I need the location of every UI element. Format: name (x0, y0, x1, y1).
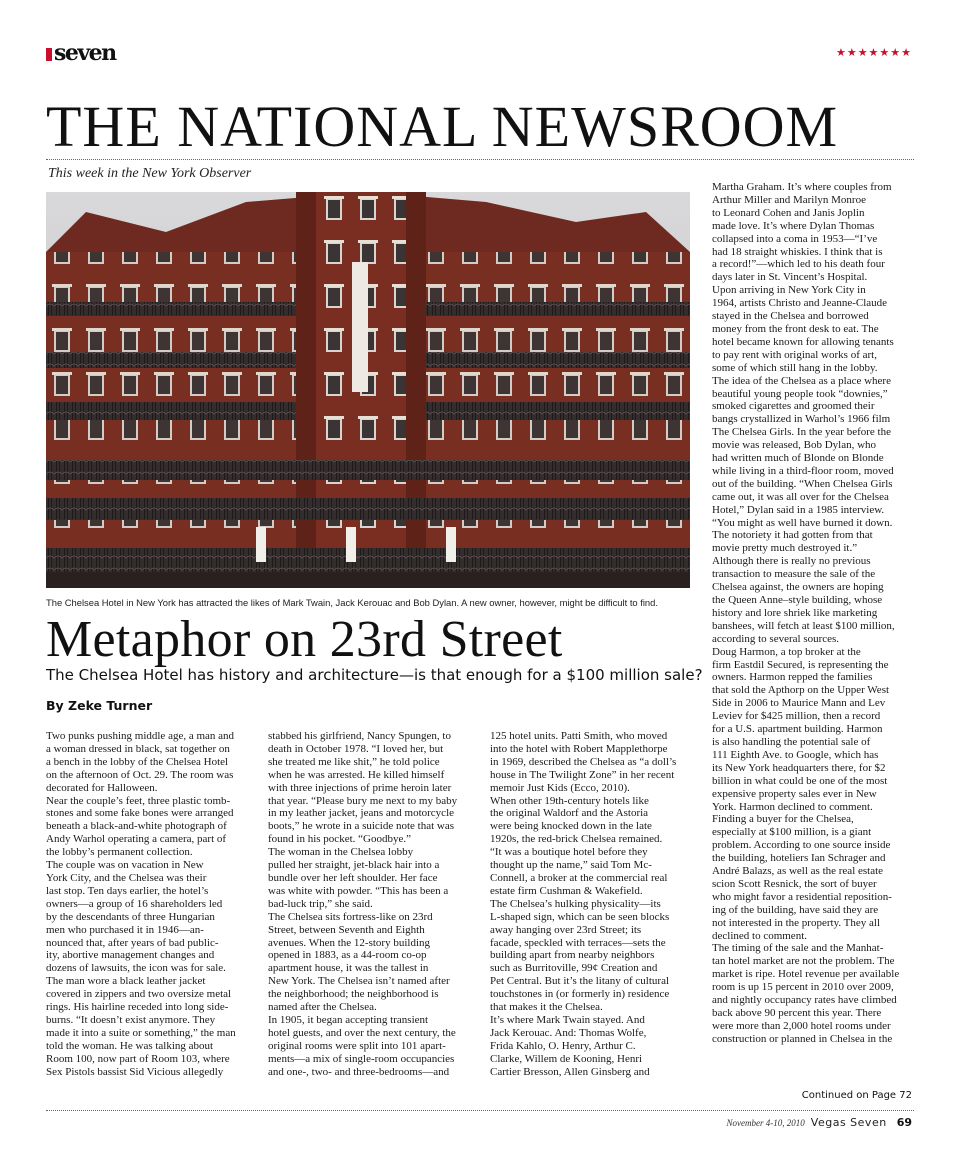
masthead-title: THE NATIONAL NEWSROOM (46, 94, 839, 159)
article-line: thought up the name,” said Tom Mc- (490, 859, 652, 872)
article-line: ity, abortive management changes and (46, 949, 215, 962)
hotel-photo (46, 192, 690, 588)
article-line: while living in a third-floor room, moved (712, 464, 894, 477)
article-line: that year. “Please bury me next to my baby (268, 794, 458, 807)
text-column-1 (46, 730, 256, 1078)
article-line: to pay rent with original works of art, (712, 348, 877, 361)
article-line: Chelsea against, the owners are hoping (712, 581, 884, 594)
article-line: house in The Twilight Zone” in her recent (490, 768, 675, 781)
article-line: Finding a buyer for the Chelsea, (712, 813, 854, 826)
article-line: apartment house, it was the tallest in (268, 962, 429, 975)
article-line: 111 Eighth Ave. to Google, which has (712, 748, 879, 761)
article-line: last stop. Ten days earlier, the hotel’s (46, 884, 209, 897)
article-line: such as Burritoville, 99¢ Creation and (490, 962, 658, 975)
article-line: the original Waldorf and the Astoria (490, 807, 649, 820)
article-line: The couple was on vacation in New (46, 859, 204, 872)
article-line: Side in 2006 to Maurice Mann and Lev (712, 697, 886, 710)
article-line: transaction to measure the sale of the (712, 568, 876, 581)
article-line: decorated for Halloween. (46, 781, 158, 794)
article-line: beneath a black-and-white photograph of (46, 820, 227, 833)
article-line: André Balazs, as well as the real estate (712, 865, 884, 878)
article-line: out of the building. “When Chelsea Girls (712, 477, 893, 490)
article-line: Cartier Bresson, Allen Ginsberg and (490, 1065, 650, 1078)
article-line: Arthur Miller and Marilyn Monroe (712, 193, 866, 206)
article-line: stayed in the Chelsea and borrowed (712, 310, 869, 323)
article-line: Although there is really no previous (712, 555, 871, 568)
article-line: who might favor a residential reposition- (712, 890, 892, 903)
article-line: market is ripe. Hotel revenue per available (712, 968, 900, 981)
article-line: pulled her straight, jet-black hair into a (268, 859, 440, 872)
text-column-4 (712, 181, 917, 1046)
article-line: with three injections of prime heroin later (268, 781, 452, 794)
article-line: “It was a boutique hotel before they (490, 846, 648, 859)
article-line: ing of the building, have said they are (712, 903, 879, 916)
article-line: collapsed into a coma in 1953—“I’ve (712, 232, 878, 245)
article-line: Frida Kahlo, O. Henry, Arthur C. (490, 1039, 636, 1052)
continued-note: Continued on Page 72 (801, 1090, 912, 1101)
article-line: burns. “It doesn’t exist anymore. They (46, 1013, 216, 1026)
article-line: a record!”—which led to his death four (712, 258, 885, 271)
article-line: the neighborhood; the neighborhood is (268, 988, 439, 1001)
article-line: firm Eastdil Secured, is representing the (712, 658, 889, 671)
article-line: L-shaped sign, which can be seen blocks (490, 910, 670, 923)
article-line: York City, and the Chelsea was their (46, 871, 207, 884)
article-line: found in his pocket. “Goodbye.” (268, 833, 411, 846)
article-line: The timing of the sale and the Manhat- (712, 942, 884, 955)
photo-caption: The Chelsea Hotel in New York has attracted the likes of Mark Twain, Jack Kerouac and Bob Dylan. A new owner, however, might be difficult to find. (46, 597, 658, 608)
article-line: hotel guests, and over the next century, the (268, 1026, 456, 1039)
article-line: were more than 2,000 hotel rooms under (712, 1019, 891, 1032)
rating-stars: ★★★★★★★ (835, 46, 912, 59)
article-line: Street, between Seventh and Eighth (268, 923, 425, 936)
article-line: according to several sources. (712, 632, 840, 645)
article-line: named after the Chelsea. (268, 1001, 377, 1014)
footer-divider (46, 1110, 914, 1111)
article-byline: By Zeke Turner (46, 698, 153, 713)
article-line: by the descendants of three Hungarian (46, 910, 215, 923)
section-logo (46, 40, 116, 66)
article-line: told the woman. He was talking about (46, 1039, 214, 1052)
article-line: movie was released, Bob Dylan, who (712, 439, 877, 452)
article-line: nounced that, after years of bad public- (46, 936, 219, 949)
article-line: had written much of Blonde on Blonde (712, 452, 884, 465)
article-line: Andy Warhol operating a camera, part of (46, 833, 227, 846)
article-line: death in October 1978. “I loved her, but (268, 742, 444, 755)
article-deck: The Chelsea Hotel has history and architecture—is that enough for a $100 million sale? (46, 666, 703, 684)
page-number: 69 (896, 1116, 912, 1129)
article-line: Doug Harmon, a top broker at the (712, 645, 861, 658)
article-line: ments—a mix of single-room occupancies (268, 1052, 455, 1065)
article-line: away hanging over 23rd Street; its (490, 923, 642, 936)
article-line: days later in St. Vincent’s Hospital. (712, 271, 868, 284)
article-line: Martha Graham. It’s where couples from (712, 181, 892, 193)
article-line: Room 100, now part of Room 103, where (46, 1052, 230, 1065)
article-line: bundle over her left shoulder. Her face (268, 871, 438, 884)
article-line: on the afternoon of Oct. 29. The room was (46, 768, 234, 781)
article-line: “You might as well have burned it down. (712, 516, 893, 529)
article-line: especially at $100 million, is a giant (712, 826, 872, 839)
article-line: Hotel,” Dylan said in a 1985 interview. (712, 503, 885, 516)
article-line: facade, speckled with terraces—sets the (490, 936, 666, 949)
section-name: seven (54, 40, 116, 66)
article-line: into the hotel with Robert Mapplethorpe (490, 742, 668, 755)
divider (46, 159, 914, 160)
article-line: memoir Just Kids (Ecco, 2010). (490, 781, 630, 794)
magazine-name: Vegas Seven (810, 1116, 887, 1129)
article-line: New York. The Chelsea isn’t named after (268, 975, 450, 988)
article-line: Connell, a broker at the commercial real (490, 871, 668, 884)
article-line: original rooms were split into 101 apart- (268, 1039, 446, 1052)
article-line: a bench in the lobby of the Chelsea Hotel (46, 755, 229, 768)
article-line: smoked cigarettes and groomed their (712, 400, 875, 413)
article-line: had 18 straight whiskies. I think that is (712, 245, 883, 258)
article-line: boots,” he wrote in a suicide note that was (268, 820, 455, 833)
article-line: The Chelsea Girls. In the year before the (712, 426, 891, 439)
article-line: declined to comment. (712, 929, 807, 942)
article-line: 1920s, the red-brick Chelsea remained. (490, 833, 663, 846)
article-line: bad-luck trip,” she said. (268, 897, 373, 910)
article-line: 1964, artists Christo and Jeanne-Claude (712, 297, 888, 310)
article-line: Near the couple’s feet, three plastic tomb- (46, 794, 231, 807)
article-line: in 1969, described the Chelsea as “a doll’s (490, 755, 677, 768)
article-line: to Leonard Cohen and Janis Joplin (712, 206, 865, 219)
article-line: construction or planned in Chelsea in the (712, 1032, 893, 1045)
article-line: avenues. When the 12-story building (268, 936, 431, 949)
article-line: dozens of lawsuits, the icon was for sale. (46, 962, 226, 975)
text-column-2 (268, 730, 478, 1078)
article-line: billion in what could be one of the most (712, 774, 888, 787)
article-line: Two punks pushing middle age, a man and (46, 730, 235, 742)
article-line: that sold the Apthorp on the Upper West (712, 684, 890, 697)
article-line: Sex Pistols bassist Sid Vicious allegedly (46, 1065, 224, 1078)
article-line: made it into a suite or something,” the man (46, 1026, 236, 1039)
article-line: The Chelsea sits fortress-like on 23rd (268, 910, 433, 923)
article-line: estate firm Cushman & Wakefield. (490, 884, 643, 897)
article-line: When other 19th-century hotels like (490, 794, 649, 807)
article-line: movie pretty much destroyed it.” (712, 542, 858, 555)
article-line: Jack Kerouac. And: Thomas Wolfe, (490, 1026, 647, 1039)
article-line: The notoriety it had gotten from that (712, 529, 873, 542)
article-line: expensive property sales ever in New (712, 787, 877, 800)
article-line: men who purchased it in 1946—an- (46, 923, 204, 936)
article-line: Pet Central. But it’s the litany of cultural (490, 975, 670, 988)
article-line: 125 hotel units. Patti Smith, who moved (490, 730, 668, 742)
article-line: room is up 15 percent in 2010 over 2009, (712, 981, 894, 994)
page-footer (727, 1116, 912, 1129)
article-line: stones and some fake bones were arranged (46, 807, 234, 820)
article-line: York. Harmon declined to comment. (712, 800, 873, 813)
article-line: touchstones in (or formerly in) residence (490, 988, 670, 1001)
article-line: not interested in the property. They all (712, 916, 881, 929)
article-line: rings. His hairline receded into long side- (46, 1001, 229, 1014)
text-column-3 (490, 730, 700, 1078)
article-line: The Chelsea’s hulking physicality—its (490, 897, 661, 910)
article-line: stabbed his girlfriend, Nancy Spungen, to (268, 730, 451, 742)
issue-date: November 4-10, 2010 (726, 1118, 805, 1128)
article-line: opened in 1883, as a 44-room co-op (268, 949, 427, 962)
article-line: its New York headquarters there, for $2 (712, 761, 886, 774)
article-line: Upon arriving in New York City in (712, 284, 866, 297)
article-line: owners—a group of 16 shareholders led (46, 897, 223, 910)
article-line: It’s where Mark Twain stayed. And (490, 1013, 645, 1026)
article-line: bangs crystallized in Warhol’s 1966 film (712, 413, 891, 426)
chelsea-hotel-illustration (46, 192, 690, 588)
article-line: when he was arrested. He killed himself (268, 768, 445, 781)
logo-bar (46, 48, 52, 61)
article-line: covered in zippers and two oversize metal (46, 988, 232, 1001)
article-line: The idea of the Chelsea as a place where (712, 374, 891, 387)
article-line: scion Scott Resnick, the sort of buyer (712, 877, 877, 890)
article-line: made love. It’s where Dylan Thomas (712, 219, 875, 232)
article-line: in my leather jacket, jeans and motorcycle (268, 807, 455, 820)
article-line: banshees, will fetch at least $100 million, (712, 619, 895, 632)
article-headline: Metaphor on 23rd Street (46, 611, 563, 668)
article-line: some of which still hang in the lobby. (712, 361, 878, 374)
article-line: the building, hoteliers Ian Schrager and (712, 852, 886, 865)
article-line: The woman in the Chelsea lobby (268, 846, 414, 859)
article-line: Clarke, Willem de Kooning, Henri (490, 1052, 643, 1065)
article-line: tan hotel market are not the problem. The (712, 955, 895, 968)
article-line: that makes it the Chelsea. (490, 1001, 603, 1014)
article-line: were being knocked down in the late (490, 820, 652, 833)
article-line: problem. According to one source inside (712, 839, 891, 852)
article-line: money from the front desk to eat. The (712, 322, 879, 335)
article-line: back above 90 percent this year. There (712, 1007, 882, 1019)
article-line: the Queen Anne–style building, whose (712, 594, 883, 606)
article-line: The man wore a black leather jacket (46, 975, 206, 988)
article-line: for a U.S. apartment building. Harmon (712, 723, 883, 736)
article-line: a woman dressed in black, sat together on (46, 742, 230, 755)
masthead-subhead: This week in the New York Observer (48, 166, 252, 181)
article-line: was white with powder. “This has been a (268, 884, 449, 897)
article-line: the lobby’s permanent collection. (46, 846, 193, 859)
article-line: Leviev for $425 million, then a record (712, 710, 881, 723)
article-line: history and lore shriek like marketing (712, 606, 878, 619)
article-line: beautiful young people took “downies,” (712, 387, 888, 400)
article-line: came out, it was all over for the Chelsea (712, 490, 889, 503)
article-line: In 1905, it began accepting transient (268, 1013, 429, 1026)
article-line: hotel became known for allowing tenants (712, 335, 894, 348)
article-line: and one-, two- and three-bedrooms—and (268, 1065, 450, 1078)
article-line: owners. Harmon repped the families (712, 671, 873, 684)
article-line: building apart from nearby neighbors (490, 949, 655, 962)
article-line: is also handling the potential sale of (712, 735, 871, 748)
article-line: and nightly occupancy rates have climbed (712, 994, 897, 1007)
article-line: she treated me like shit,” he told police (268, 755, 440, 768)
